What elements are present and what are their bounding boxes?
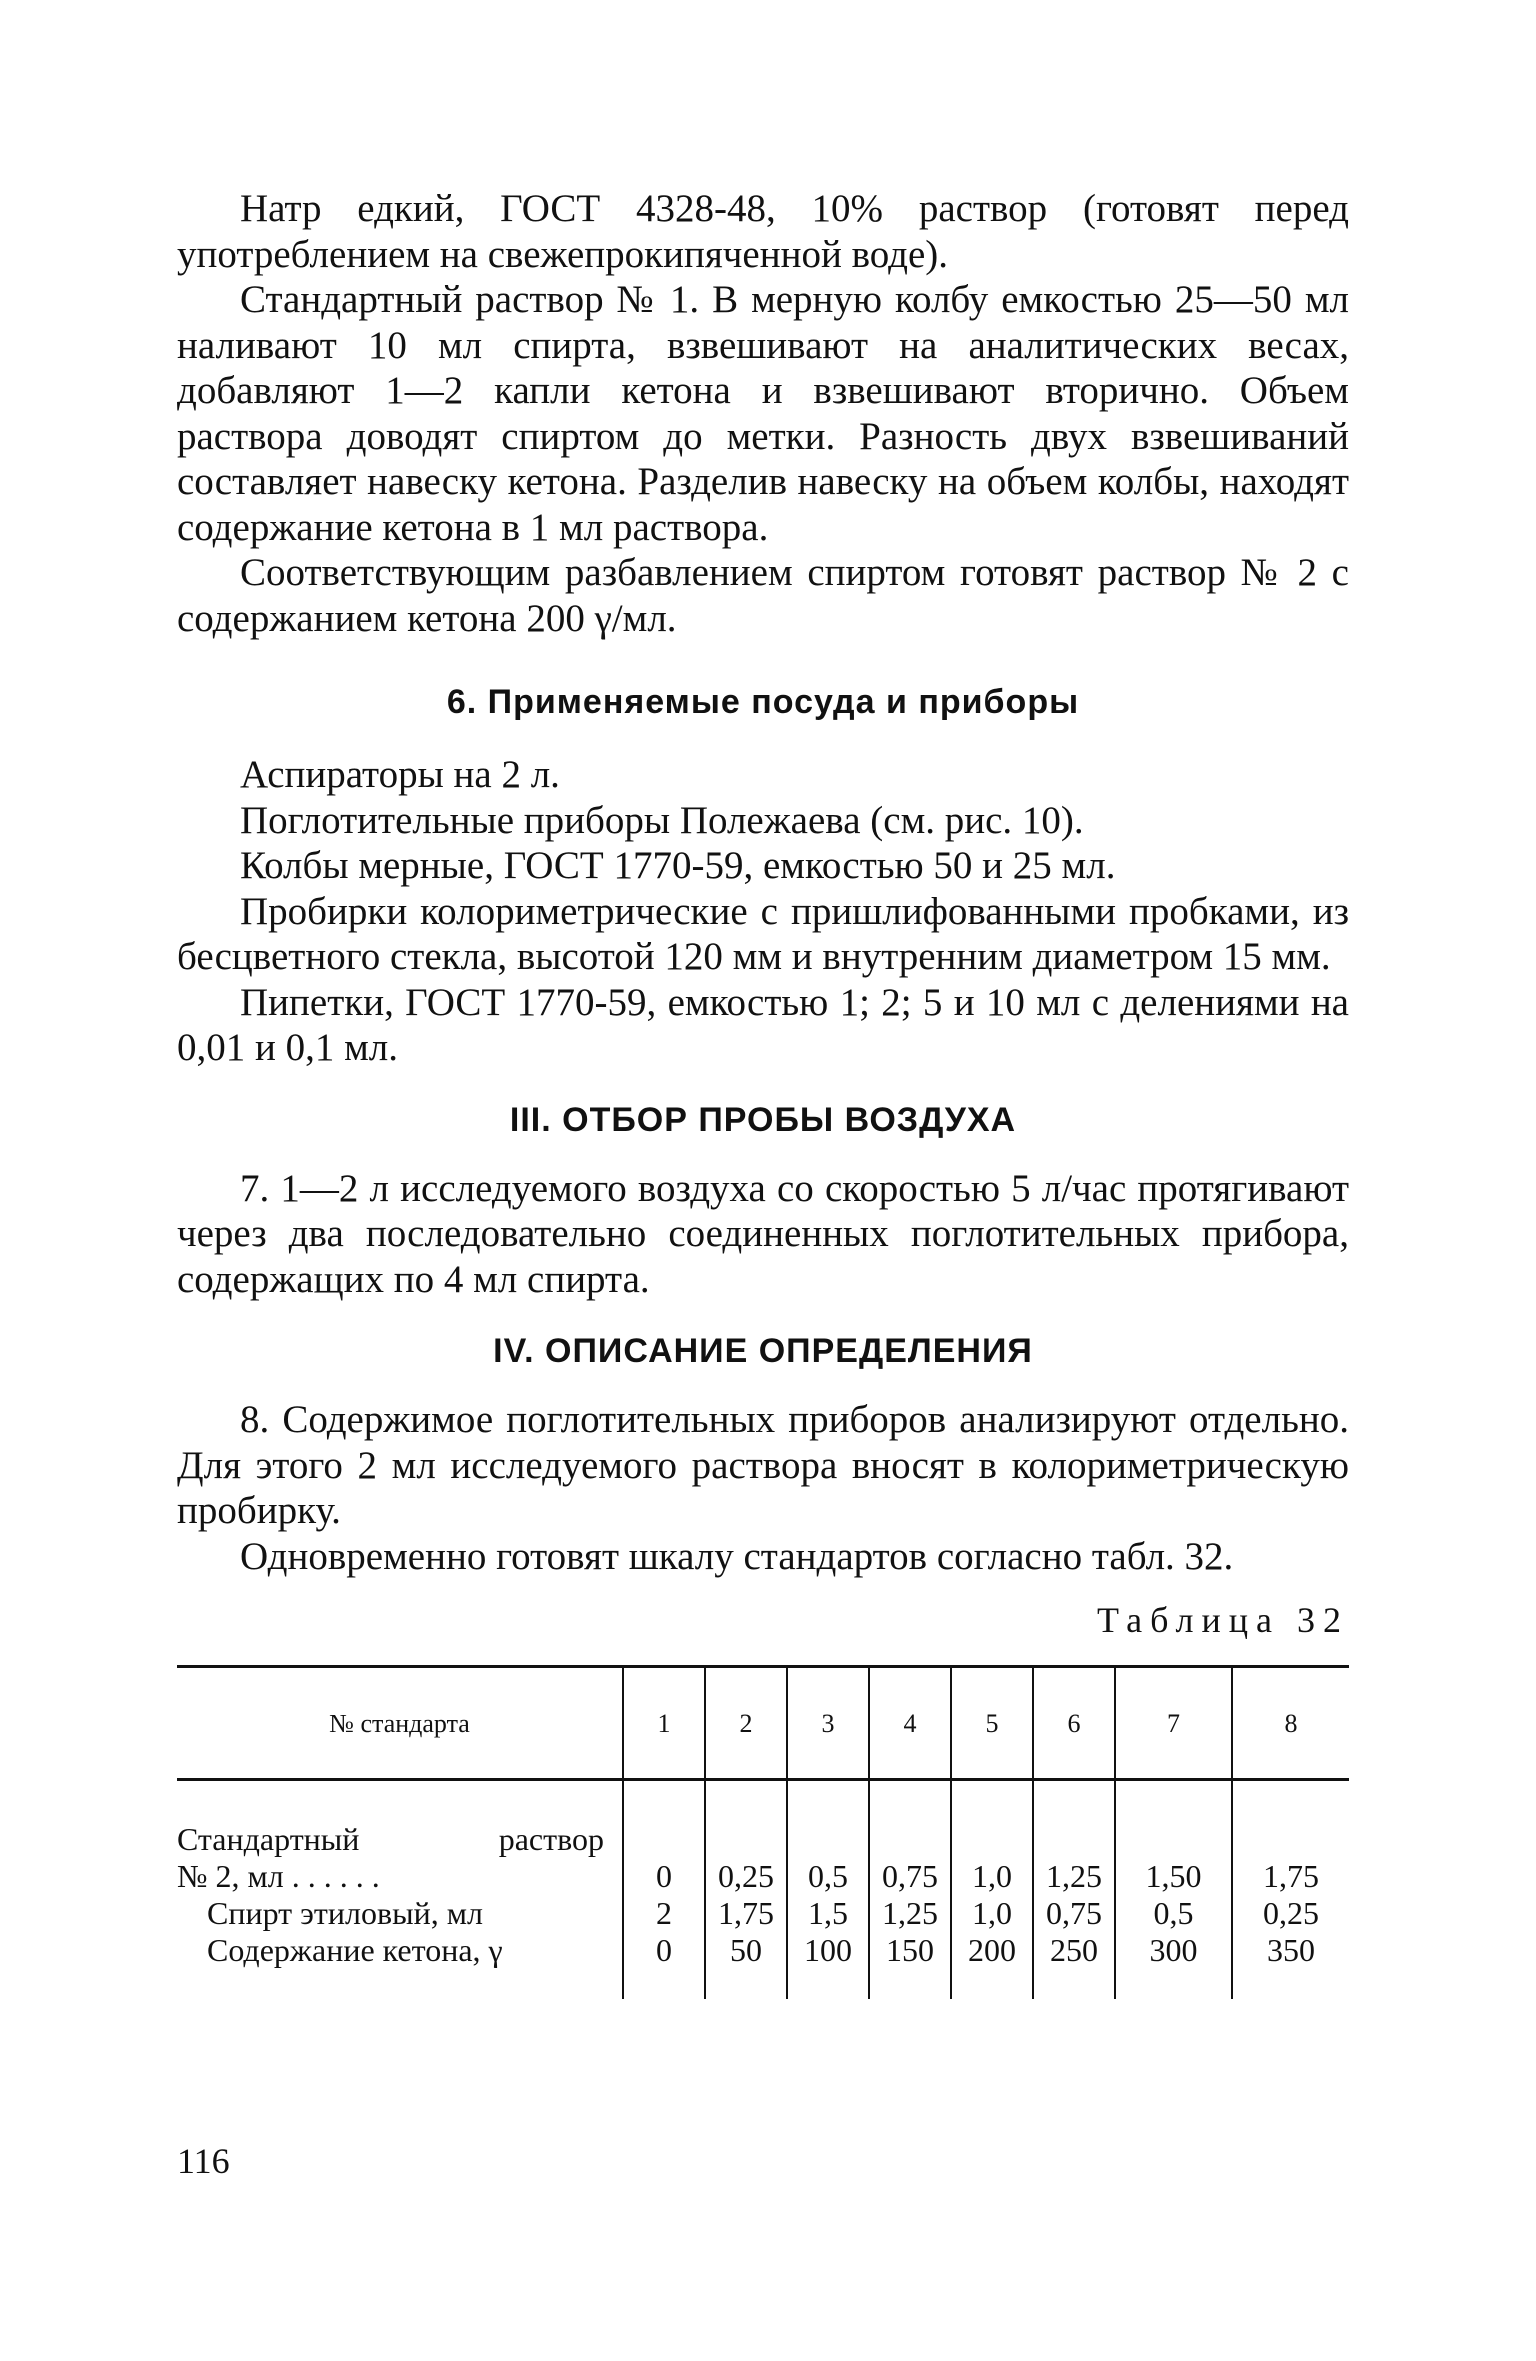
table-cell-col-7 xyxy=(1115,1780,1232,2000)
row-label-ketone-content: Содержание кетона, γ xyxy=(207,1932,503,1968)
cell-value: 0 xyxy=(656,1932,672,1968)
cell-value: 1,50 xyxy=(1145,1858,1202,1894)
cell-value: 1,25 xyxy=(882,1895,938,1931)
table-cell-col-1 xyxy=(623,1780,705,2000)
paragraph-air-sampling: 7. 1—2 л исследуемого воздуха со скоростью 5 л/час протягивают через два последовательно соединенных поглотительных прибора, содержащих по 4 мл спирта. xyxy=(177,1166,1349,1301)
cell-value: 1,5 xyxy=(808,1895,848,1931)
cell-value: 0,5 xyxy=(1153,1895,1194,1931)
paragraph-standard-solution-2: Соответствующим разбавлением спиртом готовят раствор № 2 с содержанием кетона 200 γ/мл. xyxy=(177,551,1349,640)
header-col: 6 xyxy=(1033,1667,1115,1780)
cell-value: 1,0 xyxy=(972,1895,1012,1931)
equipment-item: Пипетки, ГОСТ 1770-59, емкостью 1; 2; 5 и 10 мл с делениями на 0,01 и 0,1 мл. xyxy=(177,980,1349,1069)
cell-value: 50 xyxy=(730,1932,762,1968)
row-label-standard-solution-line2: № 2, мл . . . . . . xyxy=(177,1858,380,1894)
section-3-heading: III. ОТБОР ПРОБЫ ВОЗДУХА xyxy=(509,1100,1017,1139)
header-standard-number: № стандарта xyxy=(177,1667,623,1780)
header-col: 3 xyxy=(787,1667,869,1780)
table-row xyxy=(177,1780,1349,2000)
equipment-item: Поглотительные приборы Полежаева (см. рис. 10). xyxy=(240,798,1084,842)
header-col: 2 xyxy=(705,1667,787,1780)
section-4-heading: IV. ОПИСАНИЕ ОПРЕДЕЛЕНИЯ xyxy=(493,1332,1033,1370)
header-col: 1 xyxy=(623,1667,705,1780)
equipment-item: Колбы мерные, ГОСТ 1770-59, емкостью 50 и 25 мл. xyxy=(240,844,1116,887)
page-content xyxy=(177,186,1349,1999)
table-cell-col-8 xyxy=(1232,1780,1349,2000)
header-col: 7 xyxy=(1115,1667,1232,1780)
cell-value: 1,0 xyxy=(972,1858,1012,1894)
row-label-standard-solution-line1: Стандартный раствор xyxy=(177,1821,604,1857)
header-col: 8 xyxy=(1232,1667,1349,1780)
cell-value: 1,25 xyxy=(1046,1858,1102,1894)
table-cell-col-5 xyxy=(951,1780,1033,2000)
paragraph-sodium-hydroxide: Натр едкий, ГОСТ 4328-48, 10% раствор (готовят перед употреблением на свежепрокипяченной воде). xyxy=(177,187,1349,276)
section-6-heading: 6. Применяемые посуда и приборы xyxy=(446,683,1080,721)
header-col: 5 xyxy=(951,1667,1033,1780)
table-cell-col-3 xyxy=(787,1780,869,2000)
row-label-ethyl-alcohol: Спирт этиловый, мл xyxy=(207,1895,483,1931)
cell-value: 2 xyxy=(656,1895,672,1931)
table-caption: Таблица 32 xyxy=(1097,1600,1349,1640)
standards-table xyxy=(177,1665,1349,1999)
table-cell-col-4 xyxy=(869,1780,951,2000)
paragraph-standard-solution-1: Стандартный раствор № 1. В мерную колбу емкостью 25—50 мл наливают 10 мл спирта, взвешивают на аналитических весах, добавляют 1—2 капли кетона и взвешивают вторично. Объем раствора доводят спиртом до метки. Разность двух взвешиваний составляет навеску кетона. Разделив навеску на объем колбы, находят содержание кетона в 1 мл раствора. xyxy=(177,278,1349,549)
cell-value: 150 xyxy=(886,1932,934,1968)
cell-value: 100 xyxy=(804,1932,852,1968)
cell-value: 200 xyxy=(968,1932,1016,1968)
cell-value: 0 xyxy=(656,1858,672,1894)
cell-value: 300 xyxy=(1149,1932,1198,1968)
cell-value: 0,75 xyxy=(882,1858,938,1894)
paragraph-scale: Одновременно готовят шкалу стандартов согласно табл. 32. xyxy=(240,1534,1234,1578)
page-number: 116 xyxy=(177,2141,230,2181)
table-cell-col-2 xyxy=(705,1780,787,2000)
cell-value: 1,75 xyxy=(1263,1858,1319,1894)
cell-value: 250 xyxy=(1050,1932,1098,1968)
cell-value: 0,25 xyxy=(1263,1895,1319,1931)
row-labels xyxy=(177,1780,623,2000)
equipment-item: Пробирки колориметрические с пришлифованными пробками, из бесцветного стекла, высотой 120 мм и внутренним диаметром 15 мм. xyxy=(177,889,1349,978)
equipment-item: Аспираторы на 2 л. xyxy=(240,753,560,796)
header-col: 4 xyxy=(869,1667,951,1780)
cell-value: 0,75 xyxy=(1046,1895,1102,1931)
cell-value: 0,5 xyxy=(808,1858,848,1894)
table-header-row xyxy=(177,1667,1349,1780)
cell-value: 0,25 xyxy=(718,1858,774,1894)
table-cell-col-6 xyxy=(1033,1780,1115,2000)
cell-value: 1,75 xyxy=(718,1895,774,1931)
cell-value: 350 xyxy=(1267,1932,1315,1968)
paragraph-analysis: 8. Содержимое поглотительных приборов анализируют отдельно. Для этого 2 мл исследуемого раствора вносят в колориметрическую пробирку. xyxy=(177,1398,1349,1532)
